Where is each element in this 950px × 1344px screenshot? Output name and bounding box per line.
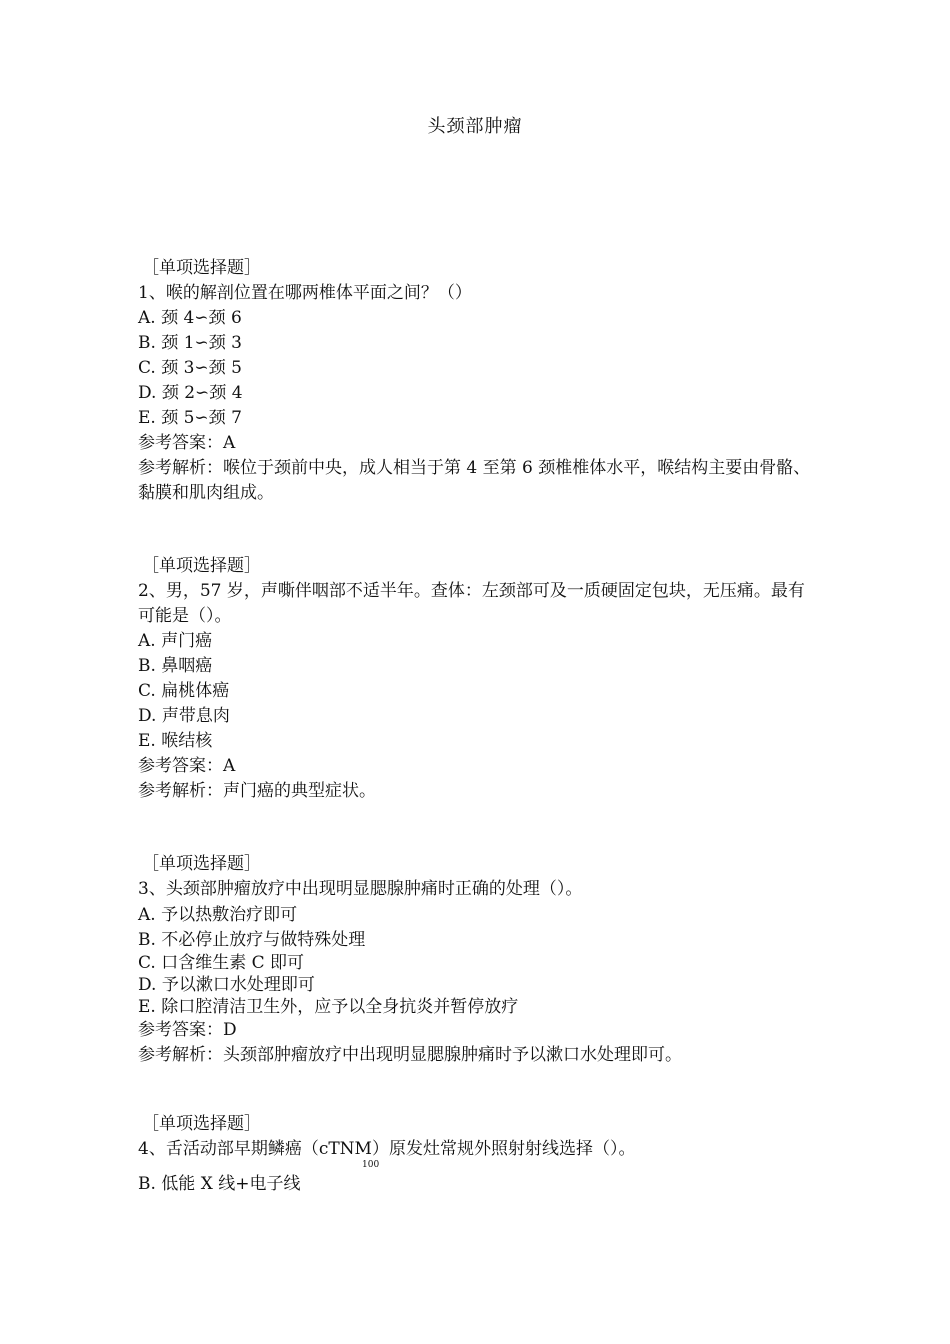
question-type: ［单项选择题］ [142, 258, 261, 278]
analysis: 参考解析：头颈部肿瘤放疗中出现明显腮腺肿痛时予以漱口水处理即可。 [138, 1045, 682, 1065]
option-a: A. 颈 4∽颈 6 [138, 308, 242, 328]
answer: 参考答案：A [138, 756, 236, 776]
question-block-3 [138, 852, 818, 1068]
question-block-2 [138, 554, 818, 804]
question-stem: 2、男，57 岁，声嘶伴咽部不适半年。查体：左颈部可及一质硬固定包块，无压痛。最有可能是（）。 [138, 581, 805, 626]
question-block-1 [138, 256, 818, 506]
option-b: B. 低能 X 线+电子线 [138, 1174, 301, 1194]
option-d: D. 声带息肉 [138, 706, 230, 726]
option-d: D. 颈 2∽颈 4 [138, 383, 243, 403]
question-stem: 1、喉的解剖位置在哪两椎体平面之间？（） [138, 283, 472, 303]
document-title: 头颈部肿瘤 [427, 116, 523, 137]
option-b: B. 不必停止放疗与做特殊处理 [138, 930, 366, 950]
answer: 参考答案：D [138, 1020, 237, 1040]
option-c: C. 扁桃体癌 [138, 681, 230, 701]
option-c: C. 口含维生素 C 即可 [138, 953, 305, 973]
question-type: ［单项选择题］ [142, 854, 261, 874]
option-d: D. 予以漱口水处理即可 [138, 975, 315, 995]
question-type: ［单项选择题］ [142, 1114, 261, 1134]
analysis: 参考解析：喉位于颈前中央，成人相当于第 4 至第 6 颈椎椎体水平，喉结构主要由骨骼、黏膜和肌肉组成。 [138, 458, 811, 503]
option-c: C. 颈 3∽颈 5 [138, 358, 242, 378]
answer: 参考答案：A [138, 433, 236, 453]
stem-subscript: 100 [362, 1160, 380, 1170]
question-type: ［单项选择题］ [142, 556, 261, 576]
question-stem: 4、舌活动部早期鳞癌（cTNM）原发灶常规外照射射线选择（）。 [138, 1139, 636, 1159]
question-stem: 3、头颈部肿瘤放疗中出现明显腮腺肿痛时正确的处理（）。 [138, 879, 583, 899]
analysis: 参考解析：声门癌的典型症状。 [138, 781, 376, 801]
question-block-4 [138, 1112, 818, 1197]
option-e: E. 颈 5∽颈 7 [138, 408, 242, 428]
option-e: E. 喉结核 [138, 731, 213, 751]
option-b: B. 颈 1∽颈 3 [138, 333, 242, 353]
option-a: A. 声门癌 [138, 631, 213, 651]
option-b: B. 鼻咽癌 [138, 656, 213, 676]
option-e: E. 除口腔清洁卫生外，应予以全身抗炎并暂停放疗 [138, 997, 519, 1017]
option-a: A. 予以热敷治疗即可 [138, 905, 298, 925]
